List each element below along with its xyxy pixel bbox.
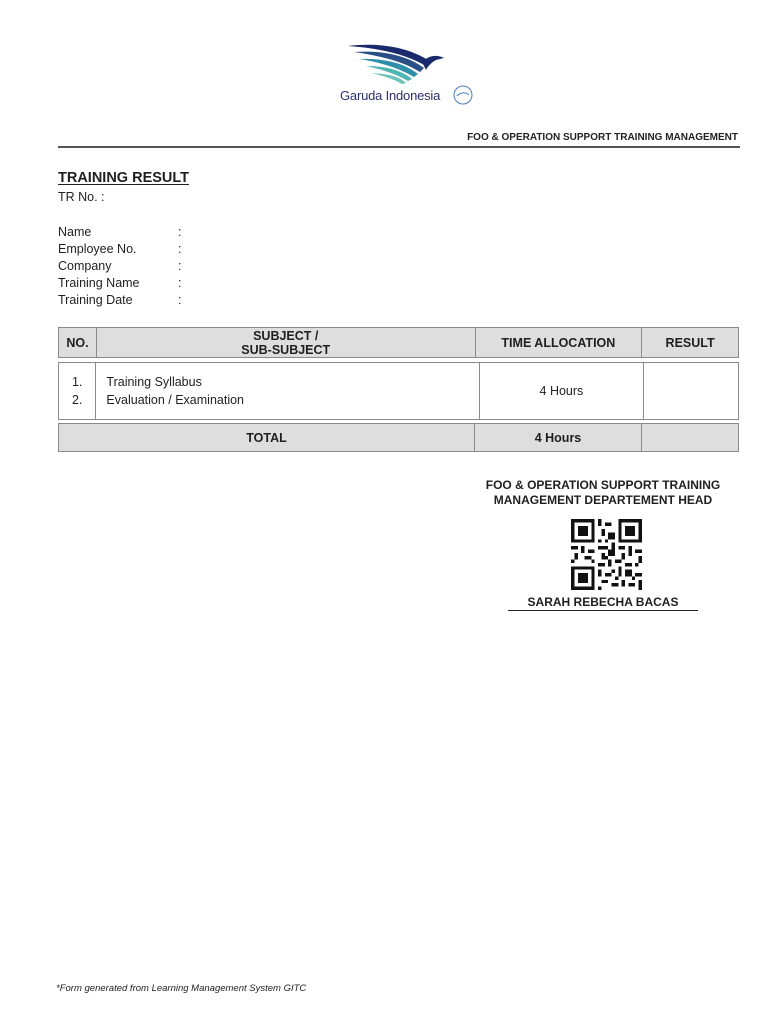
header-time-allocation: TIME ALLOCATION: [475, 328, 642, 358]
field-training-name-separator: :: [178, 276, 182, 290]
field-name-label: Name: [58, 225, 92, 239]
field-training-name-label: Training Name: [58, 276, 140, 290]
row-subjects: [96, 363, 479, 420]
field-training-date-separator: :: [178, 293, 182, 307]
footnote: *Form generated from Learning Management System GITC: [56, 983, 307, 994]
field-company-label: Company: [58, 259, 112, 273]
signatory-title: [468, 478, 738, 508]
header-subject-line1: SUBJECT /: [253, 328, 319, 343]
result-table-body: [58, 362, 739, 420]
field-company-separator: :: [178, 259, 182, 273]
header-subject-line2: SUB-SUBJECT: [241, 342, 331, 357]
document-title: TRAINING RESULT: [58, 170, 190, 186]
row-numbers: [59, 363, 96, 420]
field-name-separator: :: [178, 225, 182, 239]
tr-number-label: TR No. :: [58, 190, 105, 204]
header-title: FOO & OPERATION SUPPORT TRAINING MANAGEMENT: [467, 132, 738, 143]
total-label: TOTAL: [59, 424, 475, 452]
row-time-allocation: 4 Hours: [479, 363, 643, 420]
row-subject: Training Syllabus: [106, 375, 202, 389]
header-no: NO.: [59, 328, 97, 358]
table-row: [59, 363, 739, 420]
result-table-header: [58, 327, 739, 358]
row-subject: Evaluation / Examination: [106, 393, 245, 407]
field-training-date-label: Training Date: [58, 293, 133, 307]
row-number: 1.: [71, 375, 83, 389]
header-result: RESULT: [642, 328, 739, 358]
field-employee-no-separator: :: [178, 242, 182, 256]
signatory-name: SARAH REBECHA BACAS: [508, 595, 698, 611]
total-time: 4 Hours: [475, 424, 642, 452]
field-employee-no-label: Employee No.: [58, 242, 137, 256]
signatory-title-line1: FOO & OPERATION SUPPORT TRAINING: [485, 478, 721, 492]
result-table-total: [58, 423, 739, 452]
header-subject: [96, 328, 475, 358]
logo-text: Garuda Indonesia: [340, 88, 441, 103]
signatory-title-line2: MANAGEMENT DEPARTEMENT HEAD: [493, 493, 713, 507]
row-number: 2.: [71, 393, 83, 407]
header-divider: [58, 146, 740, 148]
row-result: [644, 363, 739, 420]
qr-code-icon: [570, 519, 643, 590]
total-result: [642, 424, 739, 452]
